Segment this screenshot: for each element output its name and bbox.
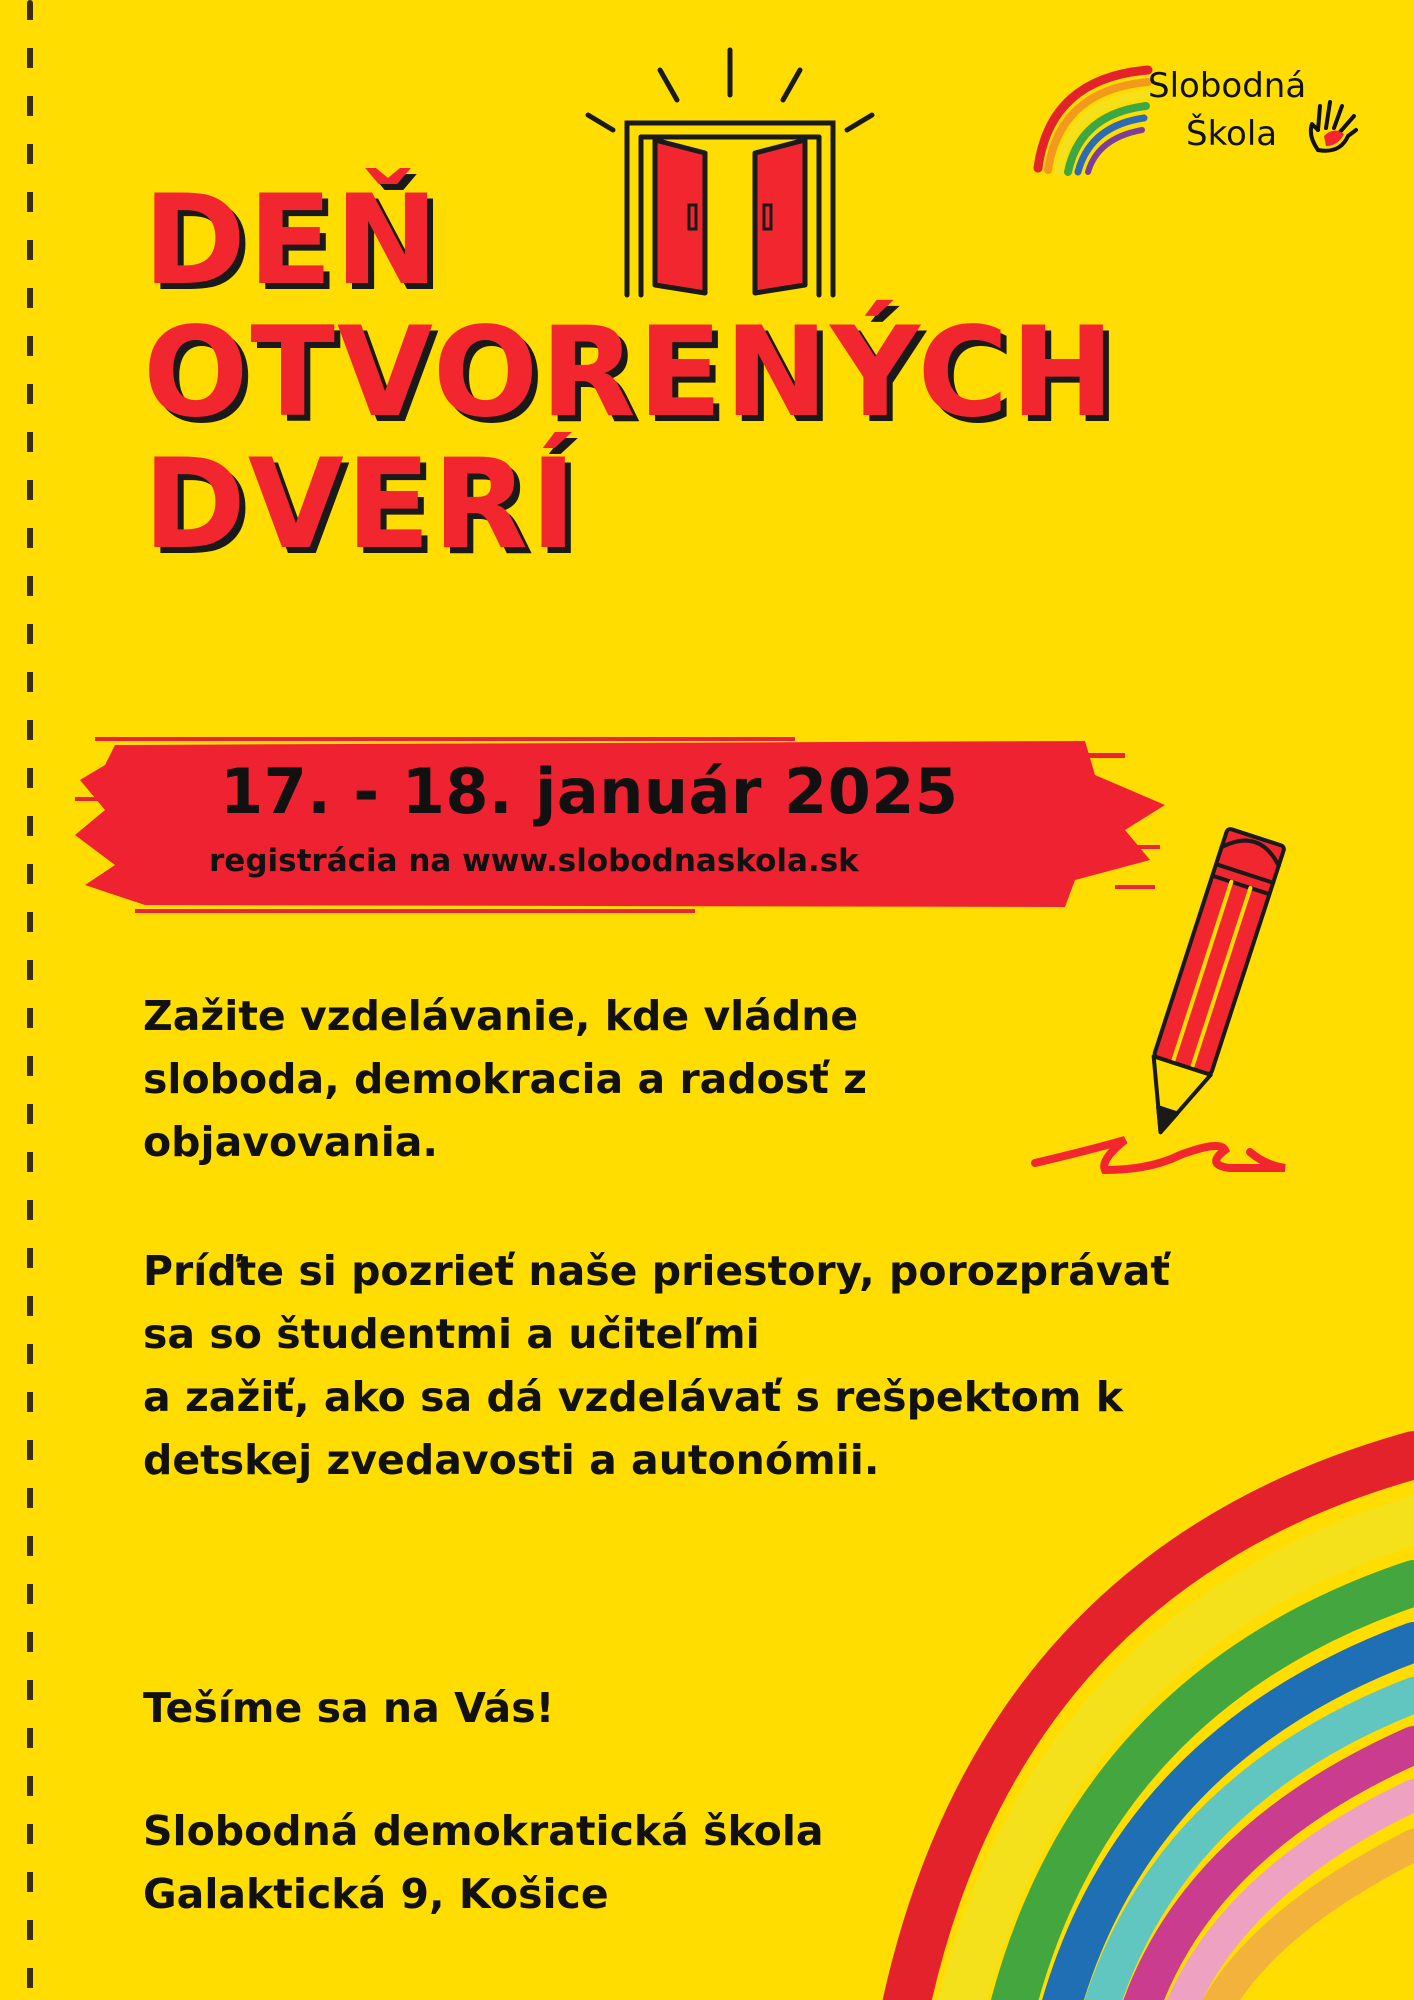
greeting-text: Tešíme sa na Vás! — [143, 1684, 555, 1732]
headline-line-3: DVERÍ — [143, 433, 579, 577]
invite-line-4: detskej zvedavosti a autonómii. — [143, 1436, 880, 1484]
logo-line-2: Škola — [1186, 114, 1278, 154]
registration-link[interactable]: registrácia na www.slobodnaskola.sk — [209, 843, 859, 879]
intro-line-3: objavovania. — [143, 1118, 439, 1166]
event-date: 17. - 18. január 2025 — [220, 755, 959, 828]
headline-line-1: DEŇ — [143, 169, 441, 313]
invite-line-2: sa so študentmi a učiteľmi — [143, 1310, 760, 1358]
invite-line-1: Príďte si pozrieť naše priestory, porozprávať — [143, 1247, 1170, 1295]
intro-line-1: Zažite vzdelávanie, kde vládne — [143, 992, 859, 1040]
intro-line-2: sloboda, demokracia a radosť z — [143, 1055, 867, 1103]
headline-line-2: OTVORENÝCH — [143, 301, 1117, 445]
logo-line-1: Slobodná — [1148, 66, 1307, 106]
address-line-1: Slobodná demokratická škola — [143, 1807, 824, 1855]
invite-line-3: a zažiť, ako sa dá vzdelávať s rešpektom k — [143, 1373, 1124, 1421]
address-line-2: Galaktická 9, Košice — [143, 1870, 609, 1918]
